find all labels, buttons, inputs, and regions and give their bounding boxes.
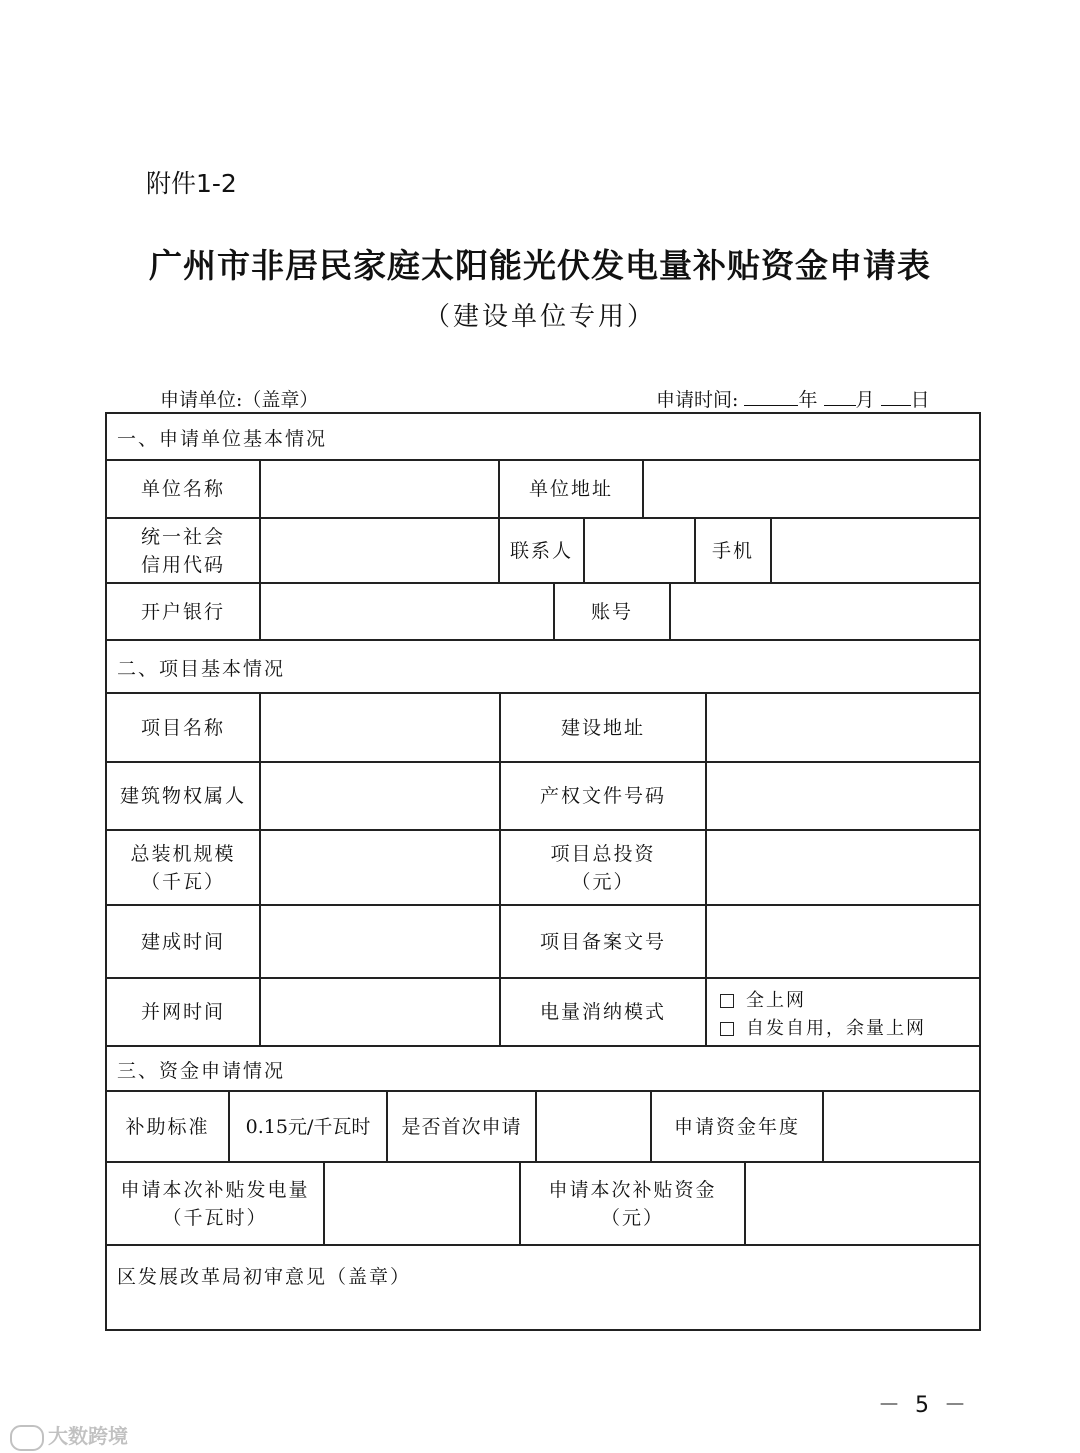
- application-date: [656, 385, 930, 412]
- first-time-label: 是否首次申请: [401, 1115, 522, 1138]
- form-subtitle: （建设单位专用）: [423, 302, 656, 332]
- built-time-label: 建成时间: [140, 930, 225, 953]
- account-label: 账号: [590, 600, 633, 623]
- build-address-field[interactable]: [707, 694, 979, 761]
- district-opinion-label: 区发展改革局初审意见（盖章）: [117, 1266, 412, 1288]
- checkbox-icon[interactable]: [720, 994, 734, 1008]
- option-full-grid-label: 全上网: [746, 990, 806, 1011]
- filing-no-label: 项目备案文号: [539, 930, 666, 953]
- contact-field[interactable]: [585, 519, 694, 582]
- bank-label: 开户银行: [140, 600, 225, 623]
- grid-time-field[interactable]: [261, 979, 499, 1045]
- day-label: 日: [910, 389, 930, 411]
- option-self-use[interactable]: [720, 1014, 926, 1040]
- account-field[interactable]: [671, 584, 979, 639]
- owner-label: 建筑物权属人: [119, 785, 246, 807]
- attachment-label: 附件1-2: [146, 169, 237, 198]
- consumption-mode-label: 电量消纳模式: [539, 1001, 666, 1023]
- credit-code-field[interactable]: [261, 519, 498, 582]
- filing-no-field[interactable]: [707, 906, 979, 977]
- unit-name-label: 单位名称: [140, 478, 225, 500]
- investment-label: 项目总投资（元）: [550, 842, 656, 893]
- mobile-label: 手机: [711, 539, 754, 562]
- form-title: 广州市非居民家庭太阳能光伏发电量补贴资金申请表: [149, 246, 931, 285]
- subsidy-energy-field[interactable]: [325, 1163, 519, 1244]
- mobile-field[interactable]: [772, 519, 979, 582]
- subsidy-fund-field[interactable]: [746, 1163, 979, 1244]
- watermark-text: 大数跨境: [48, 1424, 128, 1448]
- project-name-label: 项目名称: [140, 716, 225, 739]
- subsidy-energy-label: 申请本次补贴发电量（千瓦时）: [120, 1178, 310, 1229]
- section-heading-project: 二、项目基本情况: [117, 658, 286, 680]
- standard-label: 补助标准: [125, 1115, 210, 1138]
- investment-field[interactable]: [707, 831, 979, 904]
- fund-year-label: 申请资金年度: [673, 1115, 800, 1138]
- contact-label: 联系人: [509, 539, 573, 562]
- first-time-field[interactable]: [537, 1092, 650, 1161]
- bank-field[interactable]: [261, 584, 553, 639]
- watermark: [10, 1420, 128, 1451]
- section-heading-funding: 三、资金申请情况: [117, 1060, 286, 1082]
- owner-field[interactable]: [261, 763, 499, 829]
- option-full-grid[interactable]: [720, 986, 806, 1012]
- built-time-field[interactable]: [261, 906, 499, 977]
- grid-time-label: 并网时间: [140, 1001, 225, 1023]
- day-blank[interactable]: [881, 387, 911, 406]
- section-heading-applicant: 一、申请单位基本情况: [117, 428, 328, 450]
- fund-year-field[interactable]: [824, 1092, 979, 1161]
- option-self-use-label: 自发自用，余量上网: [746, 1018, 926, 1039]
- year-label: 年: [798, 389, 818, 411]
- unit-name-field[interactable]: [261, 461, 498, 517]
- unit-address-label: 单位地址: [528, 478, 613, 500]
- unit-address-field[interactable]: [644, 461, 979, 517]
- capacity-field[interactable]: [261, 831, 499, 904]
- year-blank[interactable]: [744, 387, 798, 406]
- standard-value: 0.15元/千瓦时: [245, 1115, 371, 1138]
- applicant-label: 申请单位:（盖章）: [160, 389, 319, 411]
- checkbox-icon[interactable]: [720, 1022, 734, 1036]
- month-label: 月: [855, 389, 875, 411]
- page-number: － 5 －: [878, 1393, 970, 1418]
- month-blank[interactable]: [824, 387, 856, 406]
- watermark-logo-icon: [10, 1425, 44, 1451]
- property-doc-field[interactable]: [707, 763, 979, 829]
- subsidy-fund-label: 申请本次补贴资金（元）: [548, 1178, 717, 1229]
- project-name-field[interactable]: [261, 694, 499, 761]
- date-label: 申请时间:: [656, 389, 739, 411]
- credit-code-label: 统一社会信用代码: [140, 525, 225, 576]
- build-address-label: 建设地址: [560, 716, 645, 739]
- property-doc-label: 产权文件号码: [539, 785, 666, 807]
- capacity-label: 总装机规模（千瓦）: [130, 842, 236, 893]
